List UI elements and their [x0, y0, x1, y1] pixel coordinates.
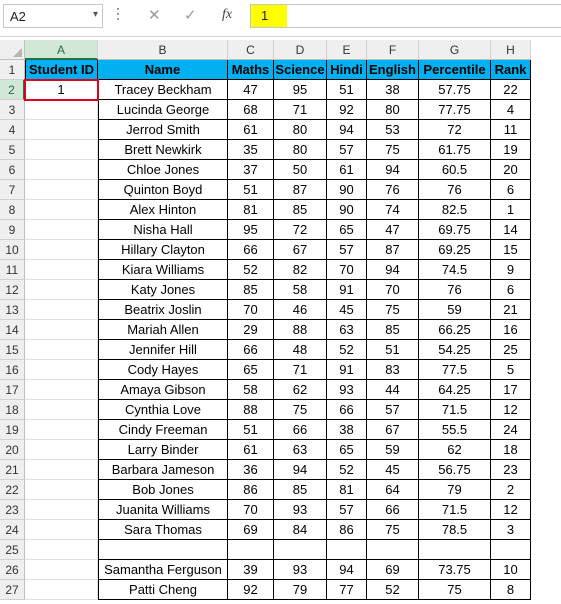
table-cell[interactable]: 10	[491, 560, 531, 580]
table-cell[interactable]: Alex Hinton	[98, 200, 228, 220]
row-header-4[interactable]: 4	[0, 120, 25, 140]
table-cell[interactable]: 80	[367, 100, 419, 120]
table-cell[interactable]: 64	[367, 480, 419, 500]
student-id-cell[interactable]	[25, 140, 98, 160]
table-cell[interactable]: 51	[367, 340, 419, 360]
table-cell[interactable]: 60.5	[419, 160, 491, 180]
table-cell[interactable]: 85	[228, 280, 274, 300]
table-cell[interactable]: 93	[274, 500, 327, 520]
table-cell[interactable]: 1	[491, 200, 531, 220]
table-cell[interactable]: 68	[228, 100, 274, 120]
table-cell[interactable]: 87	[274, 180, 327, 200]
table-cell[interactable]	[228, 540, 274, 560]
chevron-down-icon[interactable]: ▾	[92, 9, 98, 20]
table-cell[interactable]: 9	[491, 260, 531, 280]
row-header-5[interactable]: 5	[0, 140, 25, 160]
table-cell[interactable]: 57	[327, 140, 367, 160]
row-header-12[interactable]: 12	[0, 280, 25, 300]
table-cell[interactable]: 66	[327, 400, 367, 420]
drag-handle-icon[interactable]	[117, 8, 120, 24]
table-cell[interactable]: Jennifer Hill	[98, 340, 228, 360]
student-id-cell[interactable]	[25, 440, 98, 460]
table-cell[interactable]: 70	[367, 280, 419, 300]
table-cell[interactable]: 62	[419, 440, 491, 460]
table-cell[interactable]: 15	[491, 240, 531, 260]
table-cell[interactable]: 92	[327, 100, 367, 120]
table-header-cell[interactable]: Name	[98, 60, 228, 80]
table-cell[interactable]: 88	[274, 320, 327, 340]
column-header-f[interactable]: F	[367, 40, 419, 60]
table-cell[interactable]: Cindy Freeman	[98, 420, 228, 440]
table-cell[interactable]: Jerrod Smith	[98, 120, 228, 140]
table-cell[interactable]: 62	[274, 380, 327, 400]
row-header-26[interactable]: 26	[0, 560, 25, 580]
table-cell[interactable]: 70	[327, 260, 367, 280]
table-cell[interactable]: 63	[327, 320, 367, 340]
table-cell[interactable]: 71.5	[419, 400, 491, 420]
table-header-cell[interactable]: Percentile	[419, 60, 491, 80]
table-cell[interactable]: 85	[274, 480, 327, 500]
table-cell[interactable]: 75	[274, 400, 327, 420]
table-cell[interactable]	[419, 540, 491, 560]
table-cell[interactable]: Cody Hayes	[98, 360, 228, 380]
table-cell[interactable]: 94	[367, 160, 419, 180]
table-cell[interactable]: Samantha Ferguson	[98, 560, 228, 580]
table-cell[interactable]: 52	[327, 340, 367, 360]
table-cell[interactable]: 39	[228, 560, 274, 580]
formula-input[interactable]	[250, 4, 561, 28]
table-cell[interactable]: 69.25	[419, 240, 491, 260]
row-header-3[interactable]: 3	[0, 100, 25, 120]
table-cell[interactable]: Amaya Gibson	[98, 380, 228, 400]
table-cell[interactable]: 53	[367, 120, 419, 140]
column-header-d[interactable]: D	[274, 40, 327, 60]
formula-buttons	[132, 4, 244, 28]
table-cell[interactable]: Juanita Williams	[98, 500, 228, 520]
table-cell[interactable]	[274, 540, 327, 560]
table-cell[interactable]: 35	[228, 140, 274, 160]
row-header-14[interactable]: 14	[0, 320, 25, 340]
table-cell[interactable]: 75	[367, 520, 419, 540]
student-id-cell[interactable]	[25, 480, 98, 500]
table-cell[interactable]: 46	[274, 300, 327, 320]
table-cell[interactable]: 72	[419, 120, 491, 140]
table-cell[interactable]: 69.75	[419, 220, 491, 240]
student-id-cell[interactable]	[25, 540, 98, 560]
table-cell[interactable]	[98, 540, 228, 560]
student-id-cell[interactable]	[25, 280, 98, 300]
row-header-17[interactable]: 17	[0, 380, 25, 400]
table-cell[interactable]: 93	[274, 560, 327, 580]
table-cell[interactable]: Mariah Allen	[98, 320, 228, 340]
table-cell[interactable]: 57	[327, 240, 367, 260]
student-id-cell[interactable]: 1	[25, 80, 98, 100]
student-id-cell[interactable]	[25, 580, 98, 600]
table-cell[interactable]: Brett Newkirk	[98, 140, 228, 160]
student-id-cell[interactable]	[25, 340, 98, 360]
table-cell[interactable]: 61	[327, 160, 367, 180]
table-cell[interactable]: 23	[491, 460, 531, 480]
table-cell[interactable]: Patti Cheng	[98, 580, 228, 600]
table-cell[interactable]: 54.25	[419, 340, 491, 360]
table-cell[interactable]: 65	[327, 220, 367, 240]
table-cell[interactable]: Larry Binder	[98, 440, 228, 460]
student-id-cell[interactable]	[25, 380, 98, 400]
student-id-cell[interactable]	[25, 300, 98, 320]
table-cell[interactable]: 14	[491, 220, 531, 240]
student-id-cell[interactable]	[25, 420, 98, 440]
table-cell[interactable]: 6	[491, 280, 531, 300]
student-id-cell[interactable]	[25, 260, 98, 280]
table-cell[interactable]: 59	[419, 300, 491, 320]
row-header-15[interactable]: 15	[0, 340, 25, 360]
enter-check-icon[interactable]: ✓	[184, 7, 197, 24]
table-cell[interactable]: 45	[367, 460, 419, 480]
table-cell[interactable]: 3	[491, 520, 531, 540]
table-cell[interactable]: 79	[274, 580, 327, 600]
table-header-cell[interactable]: Rank	[491, 60, 531, 80]
table-cell[interactable]: 71	[274, 100, 327, 120]
table-cell[interactable]: 20	[491, 160, 531, 180]
table-cell[interactable]: 76	[419, 280, 491, 300]
table-cell[interactable]: 5	[491, 360, 531, 380]
row-header-6[interactable]: 6	[0, 160, 25, 180]
table-cell[interactable]: 63	[274, 440, 327, 460]
row-header-20[interactable]: 20	[0, 440, 25, 460]
table-cell[interactable]: 59	[367, 440, 419, 460]
table-cell[interactable]: 66	[274, 420, 327, 440]
table-header-cell[interactable]: Science	[274, 60, 327, 80]
table-cell[interactable]: 95	[228, 220, 274, 240]
table-cell[interactable]: 82.5	[419, 200, 491, 220]
row-header-13[interactable]: 13	[0, 300, 25, 320]
table-cell[interactable]: 52	[327, 460, 367, 480]
table-cell[interactable]: 52	[228, 260, 274, 280]
table-cell[interactable]: 76	[419, 180, 491, 200]
table-cell[interactable]: 21	[491, 300, 531, 320]
table-cell[interactable]: Tracey Beckham	[98, 80, 228, 100]
row-header-8[interactable]: 8	[0, 200, 25, 220]
table-cell[interactable]: 51	[228, 420, 274, 440]
cancel-icon[interactable]: ✕	[148, 7, 161, 24]
table-cell[interactable]: 51	[327, 80, 367, 100]
table-cell[interactable]: 52	[367, 580, 419, 600]
table-cell[interactable]: 61.75	[419, 140, 491, 160]
table-cell[interactable]: 74	[367, 200, 419, 220]
row-header-16[interactable]: 16	[0, 360, 25, 380]
table-cell[interactable]: 90	[327, 180, 367, 200]
table-cell[interactable]: 93	[327, 380, 367, 400]
student-id-cell[interactable]	[25, 400, 98, 420]
column-header-h[interactable]: H	[491, 40, 531, 60]
table-cell[interactable]: 80	[274, 120, 327, 140]
insert-function-icon[interactable]: fx	[222, 7, 233, 22]
student-id-cell[interactable]	[25, 100, 98, 120]
column-header-g[interactable]: G	[419, 40, 491, 60]
student-id-cell[interactable]	[25, 200, 98, 220]
row-header-1[interactable]: 1	[0, 60, 25, 80]
table-cell[interactable]: Hillary Clayton	[98, 240, 228, 260]
table-header-cell[interactable]: English	[367, 60, 419, 80]
table-cell[interactable]: 94	[274, 460, 327, 480]
table-cell[interactable]: Barbara Jameson	[98, 460, 228, 480]
table-cell[interactable]	[327, 540, 367, 560]
table-cell[interactable]: 19	[491, 140, 531, 160]
table-cell[interactable]: 8	[491, 580, 531, 600]
name-box[interactable]	[3, 4, 103, 28]
table-cell[interactable]: 58	[228, 380, 274, 400]
table-cell[interactable]: Cynthia Love	[98, 400, 228, 420]
table-cell[interactable]: 29	[228, 320, 274, 340]
table-cell[interactable]: 50	[274, 160, 327, 180]
row-header-24[interactable]: 24	[0, 520, 25, 540]
table-header-cell[interactable]: Maths	[228, 60, 274, 80]
table-cell[interactable]: 2	[491, 480, 531, 500]
table-cell[interactable]: 66	[367, 500, 419, 520]
table-cell[interactable]: 76	[367, 180, 419, 200]
table-cell[interactable]: 25	[491, 340, 531, 360]
table-cell[interactable]: 47	[367, 220, 419, 240]
row-header-25[interactable]: 25	[0, 540, 25, 560]
row-header-10[interactable]: 10	[0, 240, 25, 260]
table-cell[interactable]: 24	[491, 420, 531, 440]
table-cell[interactable]: 51	[228, 180, 274, 200]
table-cell[interactable]: 12	[491, 400, 531, 420]
table-cell[interactable]: 16	[491, 320, 531, 340]
table-cell[interactable]: 91	[327, 360, 367, 380]
table-cell[interactable]: 44	[367, 380, 419, 400]
table-cell[interactable]: 65	[327, 440, 367, 460]
student-id-cell[interactable]	[25, 520, 98, 540]
row-header-22[interactable]: 22	[0, 480, 25, 500]
table-cell[interactable]: 6	[491, 180, 531, 200]
column-header-b[interactable]: B	[98, 40, 228, 60]
table-cell[interactable]: 88	[228, 400, 274, 420]
student-id-cell[interactable]	[25, 360, 98, 380]
table-cell[interactable]: 36	[228, 460, 274, 480]
student-id-cell[interactable]	[25, 160, 98, 180]
row-header-19[interactable]: 19	[0, 420, 25, 440]
table-cell[interactable]: 58	[274, 280, 327, 300]
table-cell[interactable]: 61	[228, 440, 274, 460]
table-cell[interactable]: 77	[327, 580, 367, 600]
student-id-cell[interactable]	[25, 500, 98, 520]
table-cell[interactable]: Nisha Hall	[98, 220, 228, 240]
select-all-corner[interactable]	[0, 40, 25, 60]
table-cell[interactable]: 81	[327, 480, 367, 500]
table-cell[interactable]: 71	[274, 360, 327, 380]
table-cell[interactable]: Bob Jones	[98, 480, 228, 500]
table-cell[interactable]: 72	[274, 220, 327, 240]
table-cell[interactable]: 57	[327, 500, 367, 520]
table-cell[interactable]: 85	[274, 200, 327, 220]
table-cell[interactable]: 70	[228, 500, 274, 520]
table-cell[interactable]: 73.75	[419, 560, 491, 580]
table-cell[interactable]: 79	[419, 480, 491, 500]
student-id-cell[interactable]	[25, 560, 98, 580]
table-cell[interactable]: 64.25	[419, 380, 491, 400]
row-header-21[interactable]: 21	[0, 460, 25, 480]
table-cell[interactable]	[367, 540, 419, 560]
table-cell[interactable]: 94	[367, 260, 419, 280]
table-cell[interactable]: 57.75	[419, 80, 491, 100]
student-id-cell[interactable]	[25, 240, 98, 260]
student-id-cell[interactable]	[25, 460, 98, 480]
column-header-a[interactable]: A	[25, 40, 98, 60]
column-header-c[interactable]: C	[228, 40, 274, 60]
table-cell[interactable]: 38	[367, 80, 419, 100]
table-cell[interactable]: 11	[491, 120, 531, 140]
table-cell[interactable]: 37	[228, 160, 274, 180]
table-cell[interactable]: 90	[327, 200, 367, 220]
table-cell[interactable]: 84	[274, 520, 327, 540]
row-header-27[interactable]: 27	[0, 580, 25, 600]
table-cell[interactable]: 77.75	[419, 100, 491, 120]
formula-value: 1	[251, 5, 287, 27]
table-cell[interactable]	[491, 540, 531, 560]
table-cell[interactable]: 70	[228, 300, 274, 320]
table-cell[interactable]: 83	[367, 360, 419, 380]
row-header-2[interactable]: 2	[0, 80, 25, 100]
column-header-e[interactable]: E	[327, 40, 367, 60]
table-cell[interactable]: Sara Thomas	[98, 520, 228, 540]
formula-toolbar	[0, 0, 561, 37]
table-cell[interactable]: 66	[228, 340, 274, 360]
table-cell[interactable]: Quinton Boyd	[98, 180, 228, 200]
table-cell[interactable]: Katy Jones	[98, 280, 228, 300]
table-cell[interactable]: 56.75	[419, 460, 491, 480]
table-cell[interactable]: 75	[419, 580, 491, 600]
table-cell[interactable]: 45	[327, 300, 367, 320]
table-cell[interactable]: 18	[491, 440, 531, 460]
student-id-cell[interactable]	[25, 220, 98, 240]
row-header-9[interactable]: 9	[0, 220, 25, 240]
table-cell[interactable]: 86	[228, 480, 274, 500]
row-header-7[interactable]: 7	[0, 180, 25, 200]
table-cell[interactable]: 38	[327, 420, 367, 440]
student-id-cell[interactable]	[25, 320, 98, 340]
table-header-cell[interactable]: Student ID	[25, 60, 98, 80]
table-cell[interactable]: Kiara Williams	[98, 260, 228, 280]
table-cell[interactable]: 94	[327, 120, 367, 140]
table-cell[interactable]: 69	[367, 560, 419, 580]
table-cell[interactable]: 78.5	[419, 520, 491, 540]
row-header-18[interactable]: 18	[0, 400, 25, 420]
row-header-23[interactable]: 23	[0, 500, 25, 520]
student-id-cell[interactable]	[25, 120, 98, 140]
table-cell[interactable]: 12	[491, 500, 531, 520]
table-cell[interactable]: 66	[228, 240, 274, 260]
table-cell[interactable]: 74.5	[419, 260, 491, 280]
table-cell[interactable]: 57	[367, 400, 419, 420]
table-cell[interactable]: 47	[228, 80, 274, 100]
table-cell[interactable]: Beatrix Joslin	[98, 300, 228, 320]
table-cell[interactable]: 22	[491, 80, 531, 100]
table-cell[interactable]: Lucinda George	[98, 100, 228, 120]
table-cell[interactable]: 55.5	[419, 420, 491, 440]
table-cell[interactable]: 65	[228, 360, 274, 380]
table-cell[interactable]: 67	[274, 240, 327, 260]
table-cell[interactable]: 82	[274, 260, 327, 280]
student-id-cell[interactable]	[25, 180, 98, 200]
table-cell[interactable]: 67	[367, 420, 419, 440]
table-cell[interactable]: 95	[274, 80, 327, 100]
table-cell[interactable]: 48	[274, 340, 327, 360]
table-cell[interactable]: 85	[367, 320, 419, 340]
table-cell[interactable]: 77.5	[419, 360, 491, 380]
table-cell[interactable]: 94	[327, 560, 367, 580]
table-cell[interactable]: 86	[327, 520, 367, 540]
table-header-cell[interactable]: Hindi	[327, 60, 367, 80]
table-cell[interactable]: 66.25	[419, 320, 491, 340]
table-cell[interactable]: 69	[228, 520, 274, 540]
name-box-value: A2	[10, 9, 26, 24]
table-cell[interactable]: 87	[367, 240, 419, 260]
table-cell[interactable]: 17	[491, 380, 531, 400]
table-cell[interactable]: 61	[228, 120, 274, 140]
table-cell[interactable]: 4	[491, 100, 531, 120]
table-cell[interactable]: 91	[327, 280, 367, 300]
table-cell[interactable]: Chloe Jones	[98, 160, 228, 180]
row-header-11[interactable]: 11	[0, 260, 25, 280]
table-cell[interactable]: 81	[228, 200, 274, 220]
table-cell[interactable]: 71.5	[419, 500, 491, 520]
table-cell[interactable]: 92	[228, 580, 274, 600]
table-cell[interactable]: 75	[367, 300, 419, 320]
table-cell[interactable]: 75	[367, 140, 419, 160]
table-cell[interactable]: 80	[274, 140, 327, 160]
